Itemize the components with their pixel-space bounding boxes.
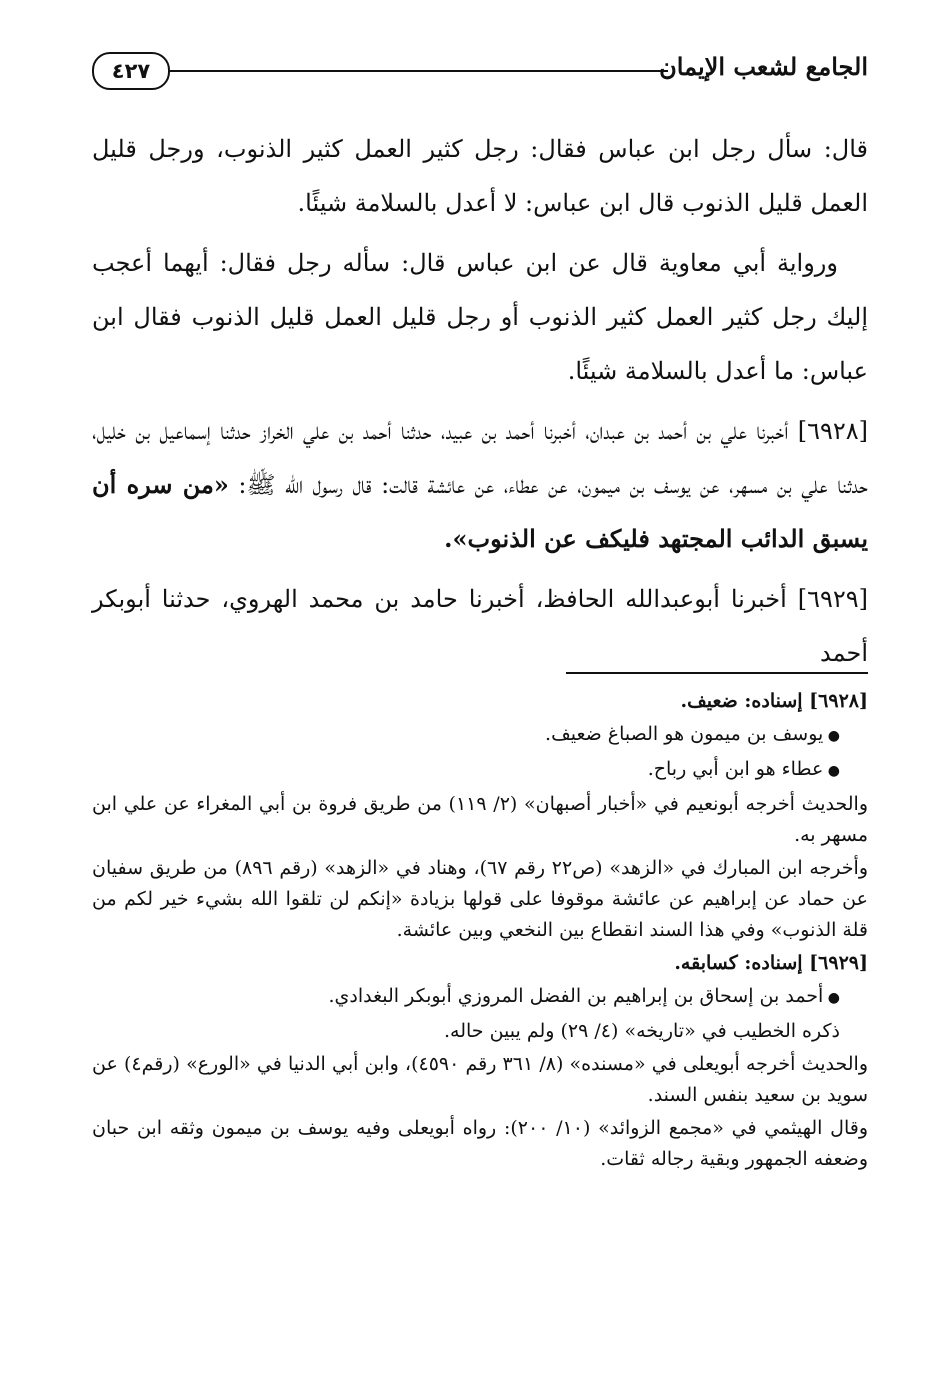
footnote-6929-takhrij-1: والحديث أخرجه أبويعلى في «مسنده» (٨/ ٣٦١ رقم ٤٥٩٠)، وابن أبي الدنيا في «الورع» (رقم٤) عن سويد بن سعيد بنفس السند. xyxy=(92,1053,868,1106)
footnote-separator xyxy=(566,672,868,674)
hadith-6929: [٦٩٢٩] أخبرنا أبوعبدالله الحافظ، أخبرنا حامد بن محمد الهروي، حدثنا أبوبكر أحمد xyxy=(92,585,868,667)
footnote-6929-bullet-1: ● أحمد بن إسحاق بن إبراهيم بن الفضل المروزي أبوبكر البغدادي. xyxy=(92,981,868,1014)
book-title: الجامع لشعب الإيمان xyxy=(659,52,868,81)
footnote-6928-bullet-2: ● عطاء هو ابن أبي رباح. xyxy=(92,754,868,787)
footnote-6928-takhrij-2: وأخرجه ابن المبارك في «الزهد» (ص٢٢ رقم ٦٧)، وهناد في «الزهد» (رقم ٨٩٦) من طريق سفيان عن حماد عن إبراهيم عن عائشة موقوفا على قولها بزيادة «إنكم لن تلقوا الله بشيء خير لكم من قلة الذنوب» وفي هذا السند انقطاع بين النخعي وبين عائشة. xyxy=(92,857,868,941)
footnote-6928-bullet-1: ● يوسف بن ميمون هو الصباغ ضعيف. xyxy=(92,719,868,752)
hadith-6928 xyxy=(92,404,868,566)
footnote-6928-heading: [٦٩٢٨] إسناده: ضعيف. xyxy=(680,690,868,712)
main-text xyxy=(92,122,868,686)
paragraph-2: ورواية أبي معاوية قال عن ابن عباس قال: سأله رجل فقال: أيهما أعجب إليك رجل كثير العمل كثير الذنوب أو رجل قليل العمل قليل الذنوب فقال ابن عباس: ما أعدل بالسلامة شيئًا. xyxy=(92,249,868,385)
paragraph-1: قال: سأل رجل ابن عباس فقال: رجل كثير العمل كثير الذنوب، ورجل قليل العمل قليل الذنوب قال ابن عباس: لا أعدل بالسلامة شيئًا. xyxy=(92,135,868,217)
page-number: ٤٢٧ xyxy=(92,52,170,90)
footnotes xyxy=(92,686,868,1177)
header-rule xyxy=(170,70,668,72)
hadith-6928-isnad: [٦٩٢٨] أخبرنا علي بن أحمد بن عبدان، أخبرنا أحمد بن عبيد، حدثنا أحمد بن علي الخراز حدثنا إسماعيل بن خليل، حدثنا علي بن مسهر، عن يوسف بن ميمون، عن عطاء، عن عائشة قالت: قال رسول الله ﷺ: xyxy=(92,417,868,499)
footnote-6929-takhrij-2: وقال الهيثمي في «مجمع الزوائد» (١٠/ ٢٠٠): رواه أبويعلى وفيه يوسف بن ميمون وثقه ابن حبان وضعفه الجمهور وبقية رجاله ثقات. xyxy=(92,1117,868,1170)
footnote-6928-takhrij-1: والحديث أخرجه أبونعيم في «أخبار أصبهان» (٢/ ١١٩) من طريق فروة بن أبي المغراء عن علي ابن مسهر به. xyxy=(92,793,869,846)
page-header xyxy=(92,42,868,98)
footnote-6929-note: ذكره الخطيب في «تاريخه» (٤/ ٢٩) ولم يبين حاله. xyxy=(444,1020,840,1042)
hadith-6928-matn: «من سره أن يسبق الدائب المجتهد فليكف عن الذنوب». xyxy=(92,470,868,553)
footnote-6929-heading: [٦٩٢٩] إسناده: كسابقه. xyxy=(674,952,868,974)
